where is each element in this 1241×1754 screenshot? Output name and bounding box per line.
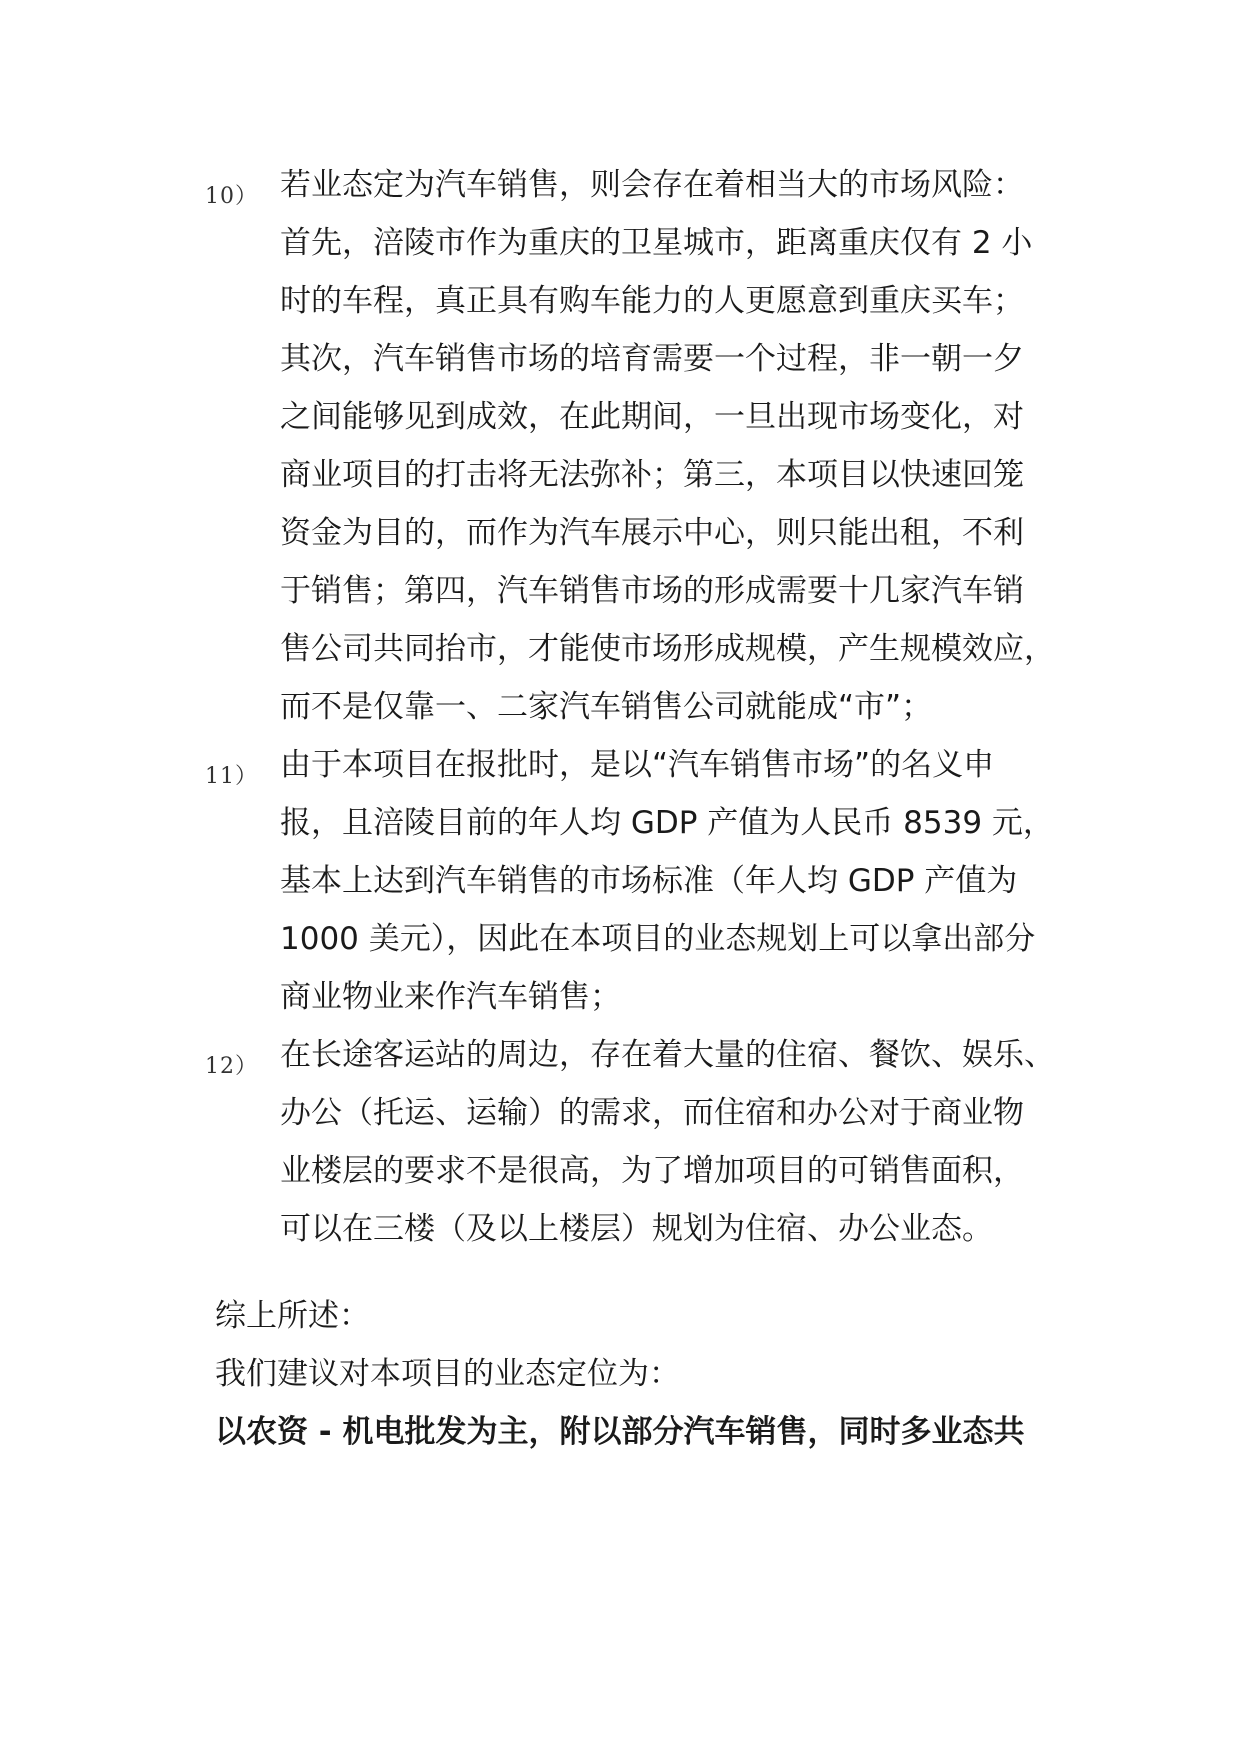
summary-intro: 我们建议对本项目的业态定位为： <box>215 1356 680 1392</box>
paragraph-line: 首先，涪陵市作为重庆的卫星城市，距离重庆仅有 2 小 <box>280 225 1033 261</box>
paragraph-line: 1000 美元），因此在本项目的业态规划上可以拿出部分 <box>280 921 1036 957</box>
paragraph-line: 业楼层的要求不是很高，为了增加项目的可销售面积， <box>280 1153 1024 1189</box>
list-item-number: 12） <box>205 1054 258 1079</box>
summary-conclusion: 以农资 - 机电批发为主，附以部分汽车销售，同时多业态共 <box>215 1414 1025 1450</box>
list-item-number: 10） <box>205 184 258 209</box>
paragraph-line: 于销售；第四，汽车销售市场的形成需要十几家汽车销 <box>280 573 1024 609</box>
list-item-number: 11） <box>205 764 258 789</box>
paragraph-line: 时的车程，真正具有购车能力的人更愿意到重庆买车； <box>280 283 1024 319</box>
paragraph-line: 基本上达到汽车销售的市场标准（年人均 GDP 产值为 <box>280 863 1018 899</box>
paragraph-line: 可以在三楼（及以上楼层）规划为住宿、办公业态。 <box>280 1211 993 1247</box>
paragraph-line: 资金为目的，而作为汽车展示中心，则只能出租，不利 <box>280 515 1024 551</box>
summary-label: 综上所述： <box>215 1298 370 1334</box>
paragraph-line: 若业态定为汽车销售，则会存在着相当大的市场风险： <box>280 167 1024 203</box>
paragraph-line: 售公司共同抬市，才能使市场形成规模，产生规模效应， <box>280 631 1055 667</box>
paragraph-line: 商业物业来作汽车销售； <box>280 979 621 1015</box>
paragraph-line: 办公（托运、运输）的需求，而住宿和办公对于商业物 <box>280 1095 1024 1131</box>
paragraph-line: 在长途客运站的周边，存在着大量的住宿、餐饮、娱乐、 <box>280 1037 1055 1073</box>
paragraph-line: 报，且涪陵目前的年人均 GDP 产值为人民币 8539 元， <box>280 805 1054 841</box>
paragraph-line: 其次，汽车销售市场的培育需要一个过程，非一朝一夕 <box>280 341 1024 377</box>
paragraph-line: 之间能够见到成效，在此期间，一旦出现市场变化，对 <box>280 399 1024 435</box>
paragraph-line: 而不是仅靠一、二家汽车销售公司就能成“市”； <box>280 689 933 725</box>
paragraph-line: 由于本项目在报批时，是以“汽车销售市场”的名义申 <box>280 747 995 783</box>
paragraph-line: 商业项目的打击将无法弥补；第三，本项目以快速回笼 <box>280 457 1024 493</box>
